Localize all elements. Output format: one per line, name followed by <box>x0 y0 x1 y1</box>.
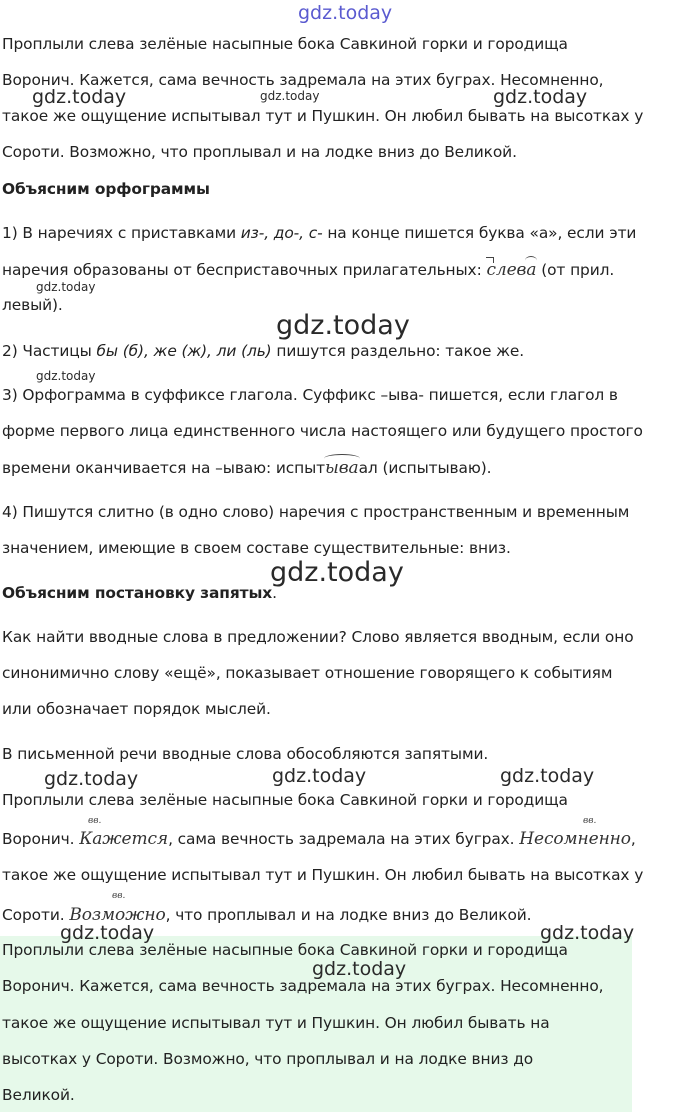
ending-mark <box>525 256 537 265</box>
answer-line: такое же ощущение испытывал тут и Пушкин. Он любил бывать на <box>2 1014 550 1032</box>
rule-written-speech: В письменной речи вводные слова обособляются запятыми. <box>2 745 489 763</box>
intro-word-mark: вв. <box>88 816 102 826</box>
annotated-line: такое же ощущение испытывал тут и Пушкин. Он любил бывать на высотках у <box>2 866 644 884</box>
paragraph-line: Проплыли слева зелёные насыпные бока Савкиной горки и городища <box>2 35 568 53</box>
intro-word-mark: вв. <box>583 816 597 826</box>
rule-2: 2) Частицы бы (б), же (ж), ли (ль) пишутся раздельно: такое же. <box>2 342 525 360</box>
prefix-mark <box>486 257 494 263</box>
annotated-line: Проплыли слева зелёные насыпные бока Савкиной горки и городища <box>2 791 568 809</box>
rule-1-line-3: левый). <box>2 296 63 314</box>
watermark: gdz.today <box>260 89 320 103</box>
watermark: gdz.today <box>500 765 595 787</box>
watermark: gdz.today <box>60 922 155 944</box>
watermark: gdz.today <box>540 922 635 944</box>
answer-line: высотках у Сороти. Возможно, что проплывал и на лодке вниз до <box>2 1050 534 1068</box>
watermark: gdz.today <box>312 958 407 980</box>
intro-word-mark: вв. <box>112 891 126 901</box>
watermark: gdz.today <box>272 765 367 787</box>
answer-line: Проплыли слева зелёные насыпные бока Савкиной горки и городища <box>2 941 568 959</box>
rule-1-line-1: 1) В наречиях с приставками из-, до-, с- на конце пишется буква «а», если эти <box>2 224 637 242</box>
answer-line: Воронич. Кажется, сама вечность задремала на этих буграх. Несомненно, <box>2 977 604 995</box>
paragraph-line: такое же ощущение испытывал тут и Пушкин. Он любил бывать на высотках у <box>2 107 644 125</box>
example-word-sleva: слев а <box>486 260 536 280</box>
introductory-word: Кажется <box>79 829 169 849</box>
suffix-arc <box>324 454 360 463</box>
heading-orthograms: Объясним орфограммы <box>2 180 210 198</box>
paragraph-line: Воронич. Кажется, сама вечность задремала на этих буграх. Несомненно, <box>2 71 604 89</box>
watermark: gdz.today <box>36 369 96 383</box>
paragraph-line: Сороти. Возможно, что проплывал и на лодке вниз до Великой. <box>2 143 517 161</box>
rule-1-line-2: наречия образованы от бесприставочных прилагательных: слев а (от прил. <box>2 260 614 280</box>
intro-line: Как найти вводные слова в предложении? Слово является вводным, если оно <box>2 628 634 646</box>
rule-4-line-2: значением, имеющие в своем составе существительные: вниз. <box>2 539 511 557</box>
watermark: gdz.today <box>276 310 410 341</box>
suffix-mark: ыва <box>325 458 359 478</box>
annotated-line: Сороти. Возможно, что проплывал и на лодке вниз до Великой. <box>2 905 532 925</box>
rule-3-line-1: 3) Орфограмма в суффиксе глагола. Суффикс –ыва- пишется, если глагол в <box>2 386 618 404</box>
rule-3-line-3: времени оканчивается на –ываю: испыт ываал (испытываю). <box>2 458 491 478</box>
answer-line: Великой. <box>2 1086 75 1104</box>
introductory-word: Несомненно <box>519 829 631 849</box>
intro-line: или обозначает порядок мыслей. <box>2 700 271 718</box>
heading-commas: Объясним постановку запятых. <box>2 584 277 602</box>
intro-line: синонимично слову «ещё», показывает отношение говорящего к событиям <box>2 664 613 682</box>
watermark: gdz.today <box>36 280 96 294</box>
rule-3-line-2: форме первого лица единственного числа настоящего или будущего простого <box>2 422 643 440</box>
watermark: gdz.today <box>32 86 127 108</box>
watermark-top: gdz.today <box>298 2 393 24</box>
introductory-word: Возможно <box>69 905 166 925</box>
watermark: gdz.today <box>44 768 139 790</box>
rule-4-line-1: 4) Пишутся слитно (в одно слово) наречия с пространственным и временным <box>2 503 630 521</box>
watermark: gdz.today <box>493 86 588 108</box>
annotated-line: Воронич. Кажется, сама вечность задремала на этих буграх. Несомненно, <box>2 829 636 849</box>
watermark: gdz.today <box>270 557 404 588</box>
